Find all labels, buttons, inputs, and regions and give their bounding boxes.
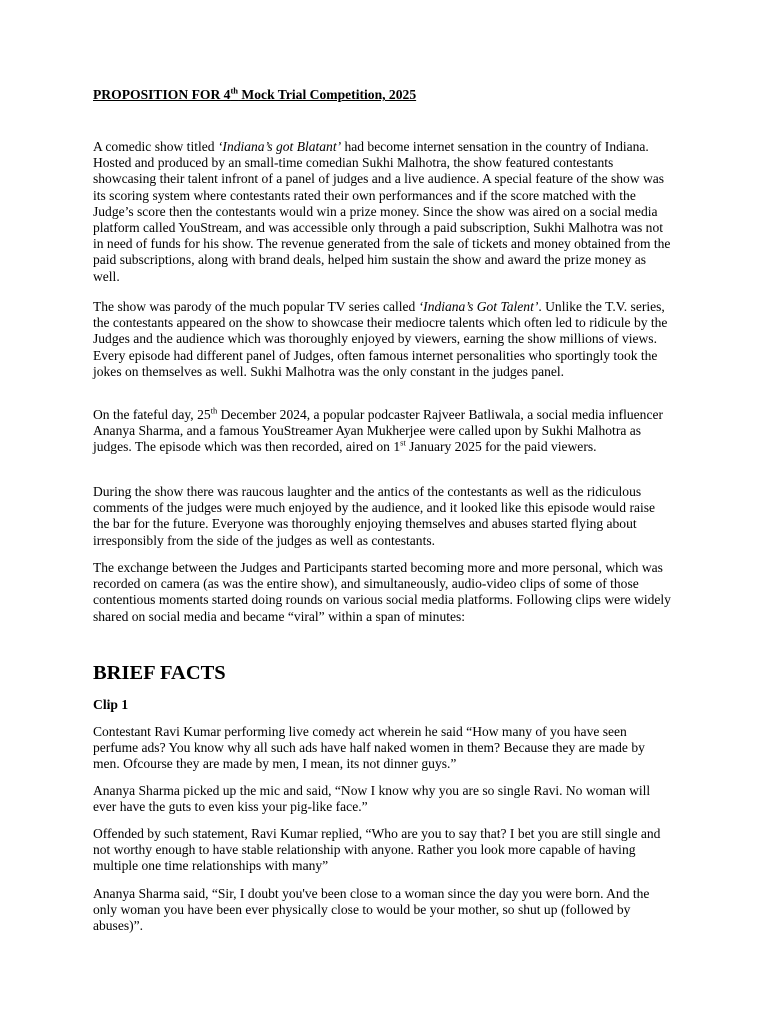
section-heading-brief-facts: BRIEF FACTS	[93, 662, 226, 684]
paragraph-text: January 2025 for the paid viewers.	[405, 439, 597, 455]
show-name-italic: ‘Indiana’s got Blatant’	[217, 139, 342, 154]
paragraph-fateful-day	[93, 407, 671, 456]
paragraph-clip1-ananya-reply: Ananya Sharma picked up the mic and said, “Now I know why you are so single Ravi. No woman will ever have the guts to even kiss your pig-like face.”	[93, 783, 651, 815]
paragraph-text: A comedic show titled	[93, 139, 218, 154]
paragraph-text: December 2024, a popular podcaster Rajveer Batliwala, a social media influencer Ananya Sharma, and a famous YouStreamer Ayan Mukherjee were called upon by Sukhi Malhotra as judges. The episode which was then recorded, aired on 1	[93, 407, 663, 455]
show-name-italic: ‘Indiana’s Got Talent’	[418, 299, 539, 314]
subheading-clip-1: Clip 1	[93, 697, 129, 712]
paragraph-show-antics: During the show there was raucous laughter and the antics of the contestants as well as the ridiculous comments of the judges were much enjoyed by the audience, and it looked like this episode would raise the bar for the future. Everyone was thoroughly enjoying themselves and abuses started flying about irresponsibly from the side of the judges as well as contestants.	[93, 484, 656, 548]
paragraph-text: The show was parody of the much popular TV series called	[93, 299, 419, 314]
paragraph-text: . Unlike the T.V. series, the contestants appeared on the show to showcase their mediocre talents which often led to ridicule by the Judges and the audience which was thoroughly enjoyed by viewers, earning the show millions of views. Every episode had different panel of Judges, often famous internet personalities who sportingly took the jokes on themselves as well. Sukhi Malhotra was the only constant in the judges panel.	[93, 299, 668, 379]
title-prefix: PROPOSITION FOR 4	[93, 87, 231, 102]
paragraph-intro	[93, 139, 671, 285]
document-title	[93, 86, 416, 104]
paragraph-text: had become internet sensation in the country of Indiana. Hosted and produced by an small-time comedian Sukhi Malhotra, the show featured contestants showcasing their talent infront of a panel of judges and a live audience. A special feature of the show was its scoring system where contestants rated their own performances and if the score matched with the Judge’s score then the contestants would win a prize money. Since the show was aired on a social media platform called YouStream, and was accessible only through a paid subscription, Sukhi Malhotra was not in need of funds for his show. The revenue generated from the sale of tickets and money obtained from the paid subscriptions, along with brand deals, helped him sustain the show and award the prize money as well.	[93, 139, 671, 284]
title-superscript: th	[230, 85, 239, 96]
date-superscript: st	[400, 437, 406, 448]
paragraph-clip1-ravi-reply: Offended by such statement, Ravi Kumar replied, “Who are you to say that? I bet you are still single and not worthy enough to have stable relationship with anyone. Rather you look more capable of having multiple one time relationships with many”	[93, 826, 661, 874]
title-suffix: Mock Trial Competition, 2025	[238, 87, 417, 102]
paragraph-text: On the fateful day, 25	[93, 407, 211, 422]
paragraph-parody	[93, 299, 671, 380]
paragraph-clip1-ananya-final: Ananya Sharma said, “Sir, I doubt you've been close to a woman since the day you were born. And the only woman you have been ever physically close to would be your mother, so shut up (followed by abuses)”.	[93, 886, 650, 934]
paragraph-clip1-ravi-act: Contestant Ravi Kumar performing live comedy act wherein he said “How many of you have seen perfume ads? You know why all such ads have half naked women in them? Because they are made by men. Ofcourse they are made by men, I mean, its not dinner guys.”	[93, 724, 645, 772]
paragraph-viral-clips: The exchange between the Judges and Participants started becoming more and more personal, which was recorded on camera (as was the entire show), and simultaneously, audio-video clips of some of those contentious moments started doing rounds on various social media platforms. Following clips were widely shared on social media and became “viral” within a span of minutes:	[93, 560, 671, 624]
date-superscript: th	[210, 405, 218, 416]
